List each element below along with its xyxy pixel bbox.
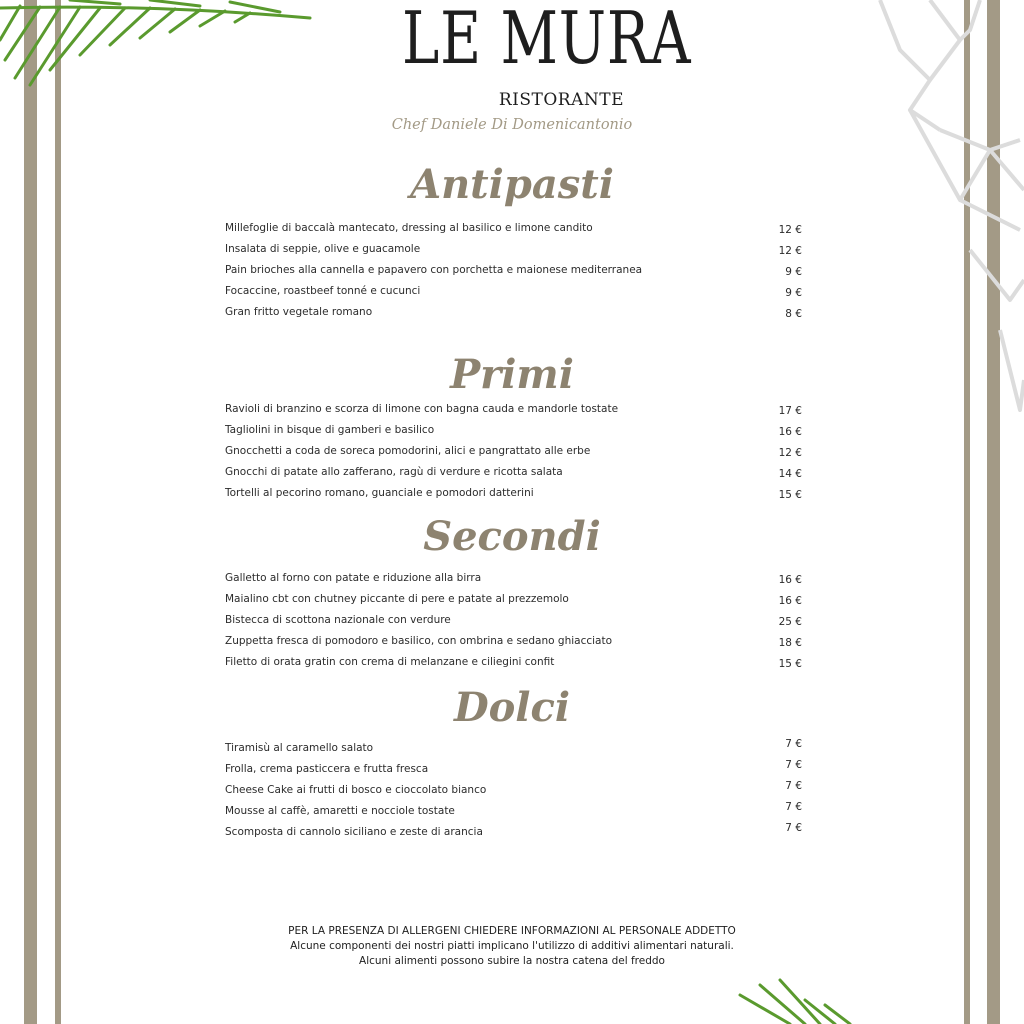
item-name: Millefoglie di baccalà mantecato, dressing al basilico e limone candito bbox=[225, 222, 593, 234]
item-name: Gnocchetti a coda de soreca pomodorini, alici e pangrattato alle erbe bbox=[225, 445, 591, 457]
item-price: 16 € bbox=[778, 595, 802, 607]
allergen-notice-line-2: Alcune componenti dei nostri piatti implicano l'utilizzo di additivi alimentari naturali. bbox=[290, 940, 734, 952]
menu-item bbox=[225, 465, 802, 486]
item-price: 17 € bbox=[778, 405, 802, 417]
item-price: 8 € bbox=[785, 308, 802, 320]
item-name: Mousse al caffè, amaretti e nocciole tostate bbox=[225, 805, 455, 817]
item-name: Bistecca di scottona nazionale con verdure bbox=[225, 614, 451, 626]
menu-item bbox=[225, 305, 802, 326]
item-price: 16 € bbox=[778, 426, 802, 438]
item-name: Focaccine, roastbeef tonné e cucunci bbox=[225, 285, 421, 297]
item-name: Zuppetta fresca di pomodoro e basilico, con ombrina e sedano ghiacciato bbox=[225, 635, 613, 647]
menu-item bbox=[225, 571, 802, 592]
item-name: Tagliolini in bisque di gamberi e basilico bbox=[225, 424, 435, 436]
menu-list-primi bbox=[225, 402, 802, 507]
menu-list-secondi bbox=[225, 571, 802, 676]
left-border-outer bbox=[24, 0, 37, 1024]
menu-item bbox=[225, 738, 802, 762]
palm-leaf-bottom-right-icon bbox=[730, 975, 860, 1024]
menu-item bbox=[225, 242, 802, 263]
section-title-primi: Primi bbox=[450, 351, 574, 398]
allergen-notice-line-1: PER LA PRESENZA DI ALLERGENI CHIEDERE INFORMAZIONI AL PERSONALE ADDETTO bbox=[288, 925, 736, 937]
menu-item bbox=[225, 444, 802, 465]
item-name: Insalata di seppie, olive e guacamole bbox=[225, 243, 421, 255]
palm-leaf-top-left-icon bbox=[0, 0, 320, 100]
item-price: 15 € bbox=[778, 489, 802, 501]
item-name: Galletto al forno con patate e riduzione alla birra bbox=[225, 572, 482, 584]
item-name: Tiramisù al caramello salato bbox=[225, 742, 374, 754]
item-name: Filetto di orata gratin con crema di melanzane e ciliegini confit bbox=[225, 656, 555, 668]
menu-item bbox=[225, 613, 802, 634]
menu-item bbox=[225, 221, 802, 242]
menu-item bbox=[225, 592, 802, 613]
item-price: 12 € bbox=[778, 245, 802, 257]
item-price: 15 € bbox=[778, 658, 802, 670]
menu-item bbox=[225, 634, 802, 655]
item-name: Cheese Cake ai frutti di bosco e cioccolato bianco bbox=[225, 784, 487, 796]
section-title-antipasti: Antipasti bbox=[410, 161, 614, 208]
item-name: Maialino cbt con chutney piccante di pere e patate al prezzemolo bbox=[225, 593, 569, 605]
item-price: 12 € bbox=[778, 224, 802, 236]
item-price: 7 € bbox=[785, 780, 802, 792]
item-name: Ravioli di branzino e scorza di limone con bagna cauda e mandorle tostate bbox=[225, 403, 619, 415]
item-price: 7 € bbox=[785, 801, 802, 813]
menu-item bbox=[225, 284, 802, 305]
menu-item bbox=[225, 263, 802, 284]
restaurant-logo bbox=[402, 0, 692, 112]
logo-title: LE MURA bbox=[402, 0, 692, 80]
item-price: 18 € bbox=[778, 637, 802, 649]
menu-list-dolci bbox=[225, 738, 802, 846]
allergen-notice bbox=[0, 924, 1024, 969]
item-price: 12 € bbox=[778, 447, 802, 459]
left-border-inner bbox=[55, 0, 61, 1024]
allergen-notice-line-3: Alcuni alimenti possono subire la nostra catena del freddo bbox=[359, 955, 665, 967]
menu-list-antipasti bbox=[225, 221, 802, 326]
item-name: Scomposta di cannolo siciliano e zeste di arancia bbox=[225, 826, 483, 838]
menu-item bbox=[225, 780, 802, 804]
item-name: Gnocchi di patate allo zafferano, ragù di verdure e ricotta salata bbox=[225, 466, 563, 478]
item-price: 9 € bbox=[785, 266, 802, 278]
item-name: Pain brioches alla cannella e papavero con porchetta e maionese mediterranea bbox=[225, 264, 643, 276]
item-price: 25 € bbox=[778, 616, 802, 628]
section-title-secondi: Secondi bbox=[423, 513, 601, 560]
section-title-dolci: Dolci bbox=[453, 684, 571, 731]
menu-item bbox=[225, 822, 802, 846]
menu-item bbox=[225, 402, 802, 423]
item-name: Frolla, crema pasticcera e frutta fresca bbox=[225, 763, 429, 775]
item-name: Gran fritto vegetale romano bbox=[225, 306, 373, 318]
item-price: 14 € bbox=[778, 468, 802, 480]
menu-item bbox=[225, 801, 802, 825]
menu-item bbox=[225, 423, 802, 444]
item-name: Tortelli al pecorino romano, guanciale e pomodori datterini bbox=[225, 487, 534, 499]
item-price: 16 € bbox=[778, 574, 802, 586]
menu-item bbox=[225, 655, 802, 676]
item-price: 7 € bbox=[785, 738, 802, 750]
item-price: 7 € bbox=[785, 759, 802, 771]
item-price: 7 € bbox=[785, 822, 802, 834]
item-price: 9 € bbox=[785, 287, 802, 299]
menu-item bbox=[225, 759, 802, 783]
chef-name: Chef Daniele Di Domenicantonio bbox=[391, 117, 633, 133]
menu-item bbox=[225, 486, 802, 507]
logo-subtitle: RISTORANTE bbox=[498, 90, 624, 110]
